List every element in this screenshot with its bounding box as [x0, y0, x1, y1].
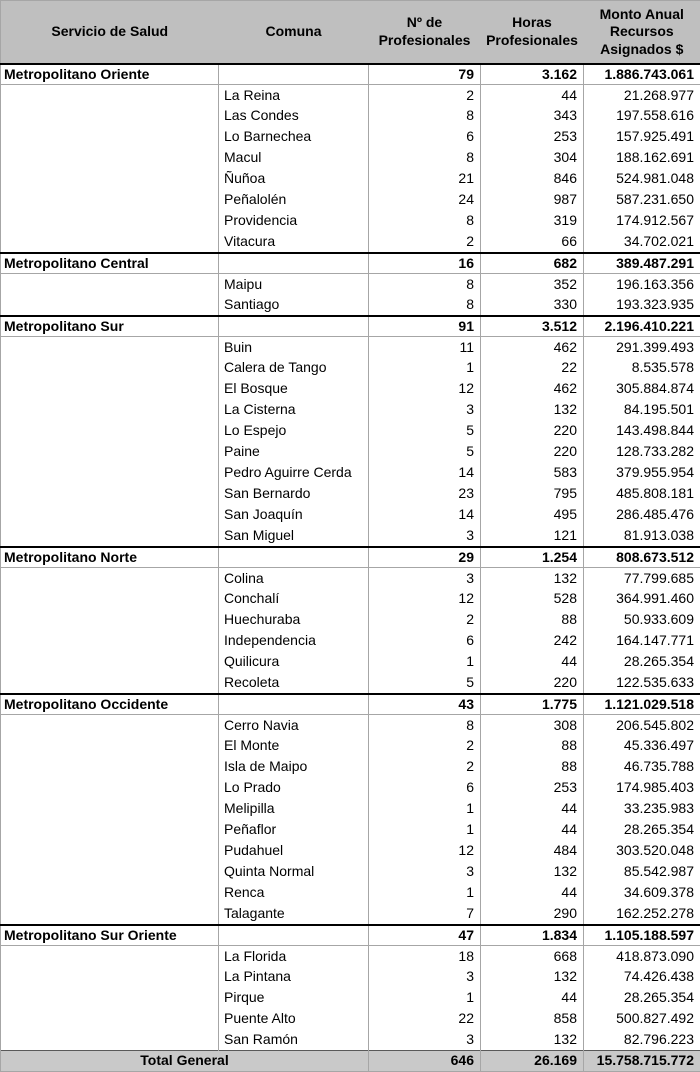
comuna-name: Calera de Tango: [219, 358, 369, 379]
comuna-name: Renca: [219, 883, 369, 904]
empty-service-cell: [1, 400, 219, 421]
comuna-amount: 418.873.090: [584, 946, 700, 967]
comuna-row: [1, 883, 700, 904]
empty-comuna-cell: [219, 253, 369, 274]
empty-service-cell: [1, 904, 219, 925]
comuna-professionals: 12: [369, 841, 481, 862]
comuna-row: [1, 736, 700, 757]
comuna-row: [1, 673, 700, 694]
comuna-name: San Miguel: [219, 526, 369, 547]
service-total-row: [1, 694, 700, 715]
empty-comuna-cell: [219, 64, 369, 85]
comuna-name: El Monte: [219, 736, 369, 757]
comuna-hours: 22: [481, 358, 584, 379]
comuna-professionals: 2: [369, 85, 481, 106]
comuna-row: [1, 862, 700, 883]
comuna-name: Recoleta: [219, 673, 369, 694]
comuna-name: San Joaquín: [219, 505, 369, 526]
comuna-hours: 462: [481, 337, 584, 358]
empty-service-cell: [1, 715, 219, 736]
service-name: Metropolitano Sur: [1, 316, 219, 337]
comuna-hours: 253: [481, 127, 584, 148]
empty-service-cell: [1, 190, 219, 211]
service-total-row: [1, 925, 700, 946]
comuna-row: [1, 988, 700, 1009]
comuna-amount: 305.884.874: [584, 379, 700, 400]
comuna-amount: 82.796.223: [584, 1030, 700, 1051]
comuna-hours: 987: [481, 190, 584, 211]
comuna-professionals: 12: [369, 589, 481, 610]
comuna-professionals: 3: [369, 526, 481, 547]
comuna-hours: 132: [481, 568, 584, 589]
comuna-name: Providencia: [219, 211, 369, 232]
comuna-professionals: 14: [369, 463, 481, 484]
comuna-hours: 220: [481, 673, 584, 694]
comuna-amount: 174.985.403: [584, 778, 700, 799]
comuna-name: Conchalí: [219, 589, 369, 610]
grand-total-hours: 26.169: [481, 1051, 584, 1072]
comuna-row: [1, 127, 700, 148]
comuna-professionals: 8: [369, 274, 481, 295]
comuna-professionals: 22: [369, 1009, 481, 1030]
service-professionals-total: 91: [369, 316, 481, 337]
empty-service-cell: [1, 862, 219, 883]
comuna-amount: 77.799.685: [584, 568, 700, 589]
empty-service-cell: [1, 631, 219, 652]
empty-service-cell: [1, 610, 219, 631]
empty-service-cell: [1, 421, 219, 442]
comuna-name: Buin: [219, 337, 369, 358]
comuna-amount: 174.912.567: [584, 211, 700, 232]
header-servicio-de-salud: Servicio de Salud: [1, 1, 219, 64]
empty-service-cell: [1, 484, 219, 505]
table-footer: [1, 1051, 700, 1072]
empty-service-cell: [1, 589, 219, 610]
empty-comuna-cell: [219, 316, 369, 337]
empty-service-cell: [1, 442, 219, 463]
comuna-row: [1, 568, 700, 589]
comuna-hours: 88: [481, 736, 584, 757]
comuna-professionals: 7: [369, 904, 481, 925]
comuna-hours: 220: [481, 421, 584, 442]
comuna-hours: 308: [481, 715, 584, 736]
comuna-amount: 143.498.844: [584, 421, 700, 442]
table-header: [1, 1, 700, 64]
comuna-hours: 484: [481, 841, 584, 862]
comuna-hours: 846: [481, 169, 584, 190]
header-comuna: Comuna: [219, 1, 369, 64]
comuna-name: Ñuñoa: [219, 169, 369, 190]
service-name: Metropolitano Occidente: [1, 694, 219, 715]
comuna-amount: 193.323.935: [584, 295, 700, 316]
header-horas-profesionales: Horas Profesionales: [481, 1, 584, 64]
empty-service-cell: [1, 232, 219, 253]
empty-service-cell: [1, 337, 219, 358]
comuna-professionals: 11: [369, 337, 481, 358]
comuna-professionals: 1: [369, 799, 481, 820]
comuna-row: [1, 337, 700, 358]
comuna-row: [1, 274, 700, 295]
comuna-row: [1, 967, 700, 988]
comuna-name: Puente Alto: [219, 1009, 369, 1030]
comuna-professionals: 21: [369, 169, 481, 190]
comuna-row: [1, 295, 700, 316]
empty-service-cell: [1, 1009, 219, 1030]
comuna-row: [1, 841, 700, 862]
comuna-row: [1, 631, 700, 652]
comuna-hours: 132: [481, 400, 584, 421]
comuna-name: Maipu: [219, 274, 369, 295]
comuna-name: La Pintana: [219, 967, 369, 988]
comuna-name: La Cisterna: [219, 400, 369, 421]
comuna-row: [1, 484, 700, 505]
comuna-hours: 44: [481, 85, 584, 106]
comuna-name: Pedro Aguirre Cerda: [219, 463, 369, 484]
comuna-name: La Florida: [219, 946, 369, 967]
comuna-professionals: 18: [369, 946, 481, 967]
comuna-hours: 132: [481, 967, 584, 988]
comuna-amount: 379.955.954: [584, 463, 700, 484]
comuna-hours: 121: [481, 526, 584, 547]
comuna-row: [1, 463, 700, 484]
comuna-hours: 462: [481, 379, 584, 400]
comuna-name: San Bernardo: [219, 484, 369, 505]
comuna-name: Las Condes: [219, 106, 369, 127]
comuna-hours: 44: [481, 988, 584, 1009]
grand-total-amount: 15.758.715.772: [584, 1051, 700, 1072]
comuna-row: [1, 148, 700, 169]
comuna-name: Isla de Maipo: [219, 757, 369, 778]
service-amount-total: 808.673.512: [584, 547, 700, 568]
comuna-amount: 85.542.987: [584, 862, 700, 883]
empty-service-cell: [1, 127, 219, 148]
empty-service-cell: [1, 673, 219, 694]
comuna-row: [1, 358, 700, 379]
comuna-hours: 495: [481, 505, 584, 526]
service-amount-total: 2.196.410.221: [584, 316, 700, 337]
comuna-row: [1, 778, 700, 799]
comuna-professionals: 3: [369, 568, 481, 589]
empty-service-cell: [1, 652, 219, 673]
comuna-amount: 46.735.788: [584, 757, 700, 778]
service-total-row: [1, 253, 700, 274]
comuna-amount: 34.702.021: [584, 232, 700, 253]
comuna-professionals: 5: [369, 442, 481, 463]
comuna-name: Pudahuel: [219, 841, 369, 862]
header-num-profesionales: Nº de Profesionales: [369, 1, 481, 64]
service-hours-total: 3.512: [481, 316, 584, 337]
empty-service-cell: [1, 106, 219, 127]
comuna-amount: 164.147.771: [584, 631, 700, 652]
comuna-hours: 220: [481, 442, 584, 463]
comuna-row: [1, 757, 700, 778]
comuna-amount: 28.265.354: [584, 652, 700, 673]
empty-service-cell: [1, 274, 219, 295]
empty-service-cell: [1, 379, 219, 400]
comuna-professionals: 1: [369, 652, 481, 673]
service-hours-total: 1.775: [481, 694, 584, 715]
comuna-amount: 206.545.802: [584, 715, 700, 736]
comuna-hours: 253: [481, 778, 584, 799]
comuna-hours: 795: [481, 484, 584, 505]
empty-service-cell: [1, 778, 219, 799]
comuna-row: [1, 589, 700, 610]
comuna-amount: 45.336.497: [584, 736, 700, 757]
comuna-hours: 44: [481, 883, 584, 904]
grand-total-row: [1, 1051, 700, 1072]
comuna-row: [1, 421, 700, 442]
comuna-amount: 122.535.633: [584, 673, 700, 694]
empty-service-cell: [1, 841, 219, 862]
comuna-hours: 132: [481, 862, 584, 883]
comuna-hours: 304: [481, 148, 584, 169]
comuna-name: Macul: [219, 148, 369, 169]
comuna-row: [1, 799, 700, 820]
comuna-professionals: 3: [369, 967, 481, 988]
comuna-row: [1, 232, 700, 253]
comuna-name: La Reina: [219, 85, 369, 106]
comuna-amount: 196.163.356: [584, 274, 700, 295]
comuna-amount: 34.609.378: [584, 883, 700, 904]
comuna-professionals: 6: [369, 127, 481, 148]
comuna-row: [1, 190, 700, 211]
comuna-amount: 291.399.493: [584, 337, 700, 358]
comuna-name: Pirque: [219, 988, 369, 1009]
service-hours-total: 3.162: [481, 64, 584, 85]
empty-service-cell: [1, 988, 219, 1009]
empty-service-cell: [1, 736, 219, 757]
comuna-hours: 88: [481, 757, 584, 778]
comuna-professionals: 12: [369, 379, 481, 400]
comuna-name: Talagante: [219, 904, 369, 925]
comuna-amount: 188.162.691: [584, 148, 700, 169]
comuna-name: Vitacura: [219, 232, 369, 253]
comuna-hours: 242: [481, 631, 584, 652]
empty-service-cell: [1, 295, 219, 316]
comuna-row: [1, 610, 700, 631]
comuna-name: Melipilla: [219, 799, 369, 820]
comuna-hours: 290: [481, 904, 584, 925]
comuna-row: [1, 526, 700, 547]
comuna-name: Cerro Navia: [219, 715, 369, 736]
service-name: Metropolitano Norte: [1, 547, 219, 568]
empty-service-cell: [1, 358, 219, 379]
empty-service-cell: [1, 757, 219, 778]
comuna-professionals: 8: [369, 148, 481, 169]
comuna-professionals: 3: [369, 862, 481, 883]
service-amount-total: 1.886.743.061: [584, 64, 700, 85]
comuna-professionals: 2: [369, 736, 481, 757]
comuna-amount: 587.231.650: [584, 190, 700, 211]
comuna-professionals: 8: [369, 715, 481, 736]
comuna-name: Quilicura: [219, 652, 369, 673]
comuna-professionals: 3: [369, 1030, 481, 1051]
comuna-row: [1, 652, 700, 673]
comuna-professionals: 1: [369, 883, 481, 904]
comuna-name: Quinta Normal: [219, 862, 369, 883]
service-hours-total: 1.834: [481, 925, 584, 946]
comuna-hours: 352: [481, 274, 584, 295]
comuna-professionals: 2: [369, 232, 481, 253]
empty-comuna-cell: [219, 925, 369, 946]
service-name: Metropolitano Oriente: [1, 64, 219, 85]
empty-service-cell: [1, 967, 219, 988]
empty-comuna-cell: [219, 547, 369, 568]
comuna-hours: 44: [481, 820, 584, 841]
comuna-amount: 28.265.354: [584, 988, 700, 1009]
comuna-professionals: 8: [369, 295, 481, 316]
empty-service-cell: [1, 820, 219, 841]
comuna-amount: 8.535.578: [584, 358, 700, 379]
service-professionals-total: 16: [369, 253, 481, 274]
comuna-row: [1, 820, 700, 841]
comuna-professionals: 2: [369, 757, 481, 778]
comuna-hours: 528: [481, 589, 584, 610]
comuna-amount: 500.827.492: [584, 1009, 700, 1030]
comuna-row: [1, 946, 700, 967]
comuna-hours: 668: [481, 946, 584, 967]
service-name: Metropolitano Sur Oriente: [1, 925, 219, 946]
comuna-amount: 21.268.977: [584, 85, 700, 106]
comuna-row: [1, 400, 700, 421]
comuna-hours: 858: [481, 1009, 584, 1030]
service-professionals-total: 29: [369, 547, 481, 568]
comuna-amount: 128.733.282: [584, 442, 700, 463]
table-body: [1, 64, 700, 1051]
comuna-amount: 303.520.048: [584, 841, 700, 862]
empty-service-cell: [1, 463, 219, 484]
comuna-hours: 66: [481, 232, 584, 253]
comuna-hours: 330: [481, 295, 584, 316]
comuna-hours: 88: [481, 610, 584, 631]
comuna-amount: 84.195.501: [584, 400, 700, 421]
comuna-professionals: 8: [369, 106, 481, 127]
empty-service-cell: [1, 211, 219, 232]
empty-service-cell: [1, 505, 219, 526]
comuna-name: Peñaflor: [219, 820, 369, 841]
comuna-row: [1, 1030, 700, 1051]
comuna-professionals: 8: [369, 211, 481, 232]
service-professionals-total: 79: [369, 64, 481, 85]
comuna-row: [1, 904, 700, 925]
comuna-professionals: 6: [369, 631, 481, 652]
comuna-amount: 28.265.354: [584, 820, 700, 841]
comuna-name: Lo Barnechea: [219, 127, 369, 148]
comuna-professionals: 2: [369, 610, 481, 631]
comuna-amount: 157.925.491: [584, 127, 700, 148]
grand-total-professionals: 646: [369, 1051, 481, 1072]
comuna-row: [1, 106, 700, 127]
comuna-hours: 44: [481, 652, 584, 673]
comuna-amount: 364.991.460: [584, 589, 700, 610]
empty-service-cell: [1, 526, 219, 547]
empty-service-cell: [1, 883, 219, 904]
comuna-name: Peñalolén: [219, 190, 369, 211]
comuna-name: Lo Prado: [219, 778, 369, 799]
comuna-row: [1, 715, 700, 736]
empty-service-cell: [1, 148, 219, 169]
empty-comuna-cell: [219, 694, 369, 715]
service-hours-total: 682: [481, 253, 584, 274]
comuna-name: Colina: [219, 568, 369, 589]
comuna-row: [1, 85, 700, 106]
empty-service-cell: [1, 799, 219, 820]
comuna-row: [1, 379, 700, 400]
comuna-name: Huechuraba: [219, 610, 369, 631]
service-hours-total: 1.254: [481, 547, 584, 568]
empty-service-cell: [1, 1030, 219, 1051]
empty-service-cell: [1, 169, 219, 190]
service-amount-total: 1.105.188.597: [584, 925, 700, 946]
service-total-row: [1, 64, 700, 85]
comuna-row: [1, 211, 700, 232]
empty-service-cell: [1, 568, 219, 589]
service-amount-total: 1.121.029.518: [584, 694, 700, 715]
service-professionals-total: 47: [369, 925, 481, 946]
comuna-hours: 583: [481, 463, 584, 484]
grand-total-label: Total General: [1, 1051, 369, 1072]
comuna-amount: 162.252.278: [584, 904, 700, 925]
comuna-hours: 343: [481, 106, 584, 127]
comuna-name: Independencia: [219, 631, 369, 652]
service-total-row: [1, 547, 700, 568]
comuna-name: Lo Espejo: [219, 421, 369, 442]
comuna-amount: 286.485.476: [584, 505, 700, 526]
comuna-name: San Ramón: [219, 1030, 369, 1051]
comuna-amount: 50.933.609: [584, 610, 700, 631]
service-amount-total: 389.487.291: [584, 253, 700, 274]
comuna-amount: 74.426.438: [584, 967, 700, 988]
comuna-amount: 485.808.181: [584, 484, 700, 505]
comuna-row: [1, 442, 700, 463]
comuna-amount: 33.235.983: [584, 799, 700, 820]
comuna-row: [1, 169, 700, 190]
service-professionals-total: 43: [369, 694, 481, 715]
comuna-name: El Bosque: [219, 379, 369, 400]
comuna-professionals: 1: [369, 358, 481, 379]
comuna-row: [1, 1009, 700, 1030]
comuna-name: Santiago: [219, 295, 369, 316]
comuna-professionals: 1: [369, 820, 481, 841]
header-monto-anual: Monto Anual Recursos Asignados $: [584, 1, 700, 64]
comuna-amount: 197.558.616: [584, 106, 700, 127]
comuna-professionals: 14: [369, 505, 481, 526]
comuna-professionals: 23: [369, 484, 481, 505]
comuna-professionals: 1: [369, 988, 481, 1009]
comuna-professionals: 5: [369, 421, 481, 442]
comuna-hours: 44: [481, 799, 584, 820]
comuna-professionals: 3: [369, 400, 481, 421]
comuna-row: [1, 505, 700, 526]
comuna-professionals: 6: [369, 778, 481, 799]
comuna-professionals: 5: [369, 673, 481, 694]
comuna-amount: 81.913.038: [584, 526, 700, 547]
empty-service-cell: [1, 946, 219, 967]
header-row: [1, 1, 700, 64]
comuna-hours: 319: [481, 211, 584, 232]
comuna-amount: 524.981.048: [584, 169, 700, 190]
comuna-name: Paine: [219, 442, 369, 463]
service-name: Metropolitano Central: [1, 253, 219, 274]
service-total-row: [1, 316, 700, 337]
comuna-professionals: 24: [369, 190, 481, 211]
empty-service-cell: [1, 85, 219, 106]
comuna-hours: 132: [481, 1030, 584, 1051]
